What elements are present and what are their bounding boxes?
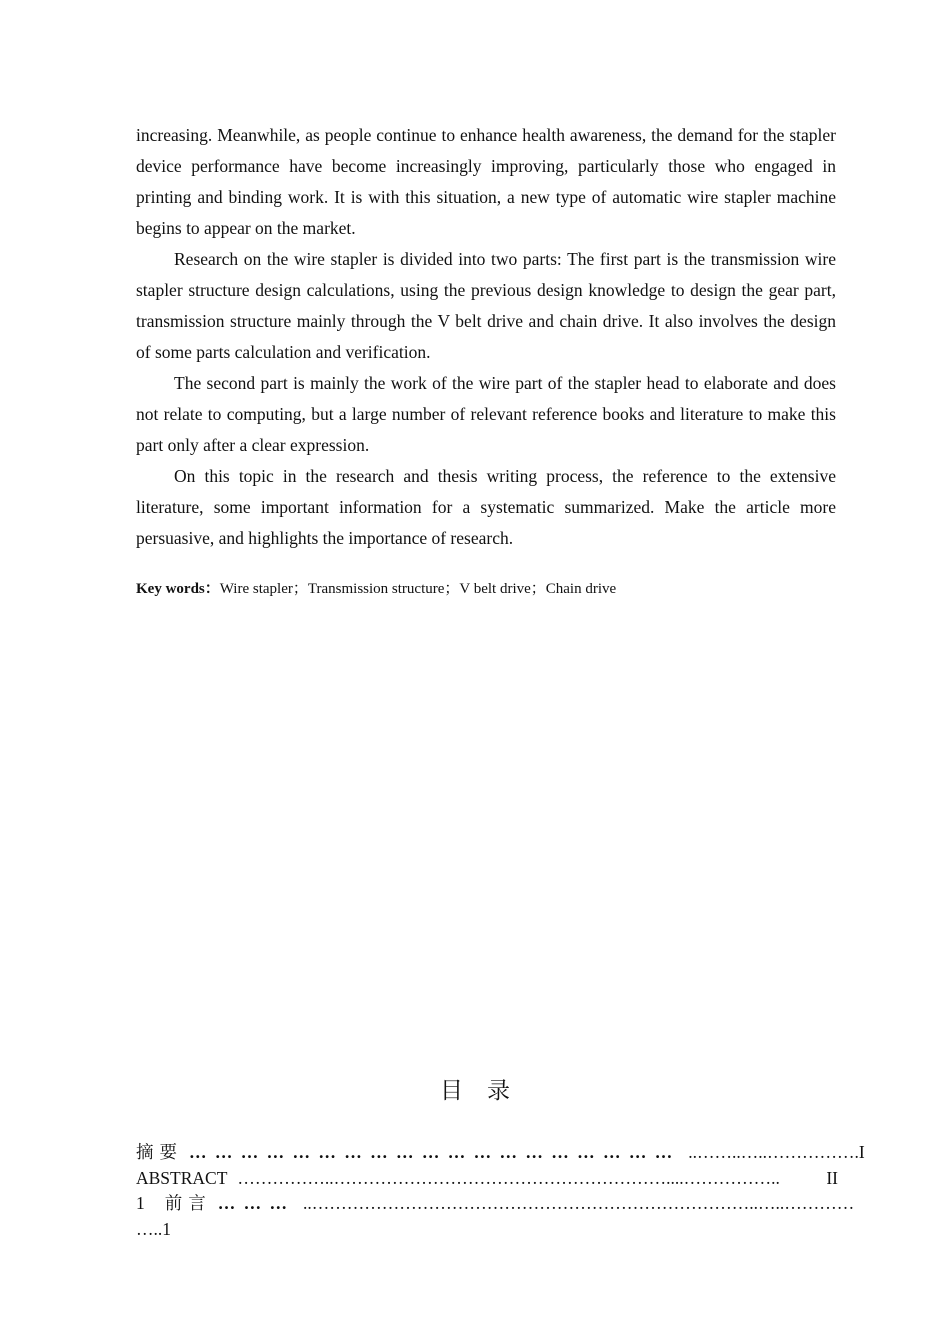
abstract-body (136, 120, 836, 554)
toc-entry-number: 1 (136, 1193, 145, 1213)
toc-title: 目录 (440, 1078, 534, 1104)
abstract-paragraph: On this topic in the research and thesis writing process, the reference to the extensive literature, some important information for a systematic summarized. Make the article more persuasive, and highlights the importance of research. (136, 466, 836, 548)
abstract-paragraph: increasing. Meanwhile, as people continue to enhance health awareness, the demand for the stapler device performance have become increasingly improving, particularly those who engaged in printing and binding work. It is with this situation, a new type of automatic wire stapler machine begins to appear on the market. (136, 125, 836, 238)
toc-entry-leader: ……………..…………………………………………………....…………….. (237, 1167, 780, 1188)
toc-entry-leader: ..…………………………………………………………………..…..………… (303, 1193, 855, 1213)
abstract-paragraph: Research on the wire stapler is divided into two parts: The first part is the transmission wire stapler structure design calculations, using the previous design knowledge to design the gear part, transmission structure mainly through the V belt drive and chain drive. It also involves the design of some parts calculation and verification. (136, 249, 836, 362)
toc-entry-label: ABSTRACT (136, 1167, 228, 1188)
abstract-paragraph: The second part is mainly the work of the wire part of the stapler head to elaborate and does not relate to computing, but a large number of relevant reference books and literature to make this part only after a clear expression. (136, 373, 836, 455)
toc-entry-leader: ..……..…..……………. (688, 1142, 859, 1162)
toc-entry-page: II (826, 1167, 838, 1188)
table-of-contents (136, 1140, 865, 1242)
keywords-text: Wire stapler；Transmission structure；V belt drive；Chain drive (219, 581, 617, 597)
toc-entry-dots: … … … (217, 1193, 289, 1213)
toc-entry-dots: … … … … … … … … … … … … … … … … … … … (189, 1142, 675, 1162)
toc-entry-abstract-en[interactable] (136, 1166, 838, 1192)
keywords-line (136, 578, 836, 600)
toc-entry-abstract-cn[interactable] (136, 1140, 865, 1166)
toc-entry-preface-page: …..1 (136, 1218, 171, 1239)
toc-entry-label: 前言 (164, 1193, 212, 1213)
toc-entry-label: 摘要 (136, 1142, 183, 1162)
toc-entry-preface[interactable] (136, 1191, 855, 1217)
toc-entry-page: I (858, 1142, 865, 1162)
keywords-label: Key words： (136, 581, 220, 597)
